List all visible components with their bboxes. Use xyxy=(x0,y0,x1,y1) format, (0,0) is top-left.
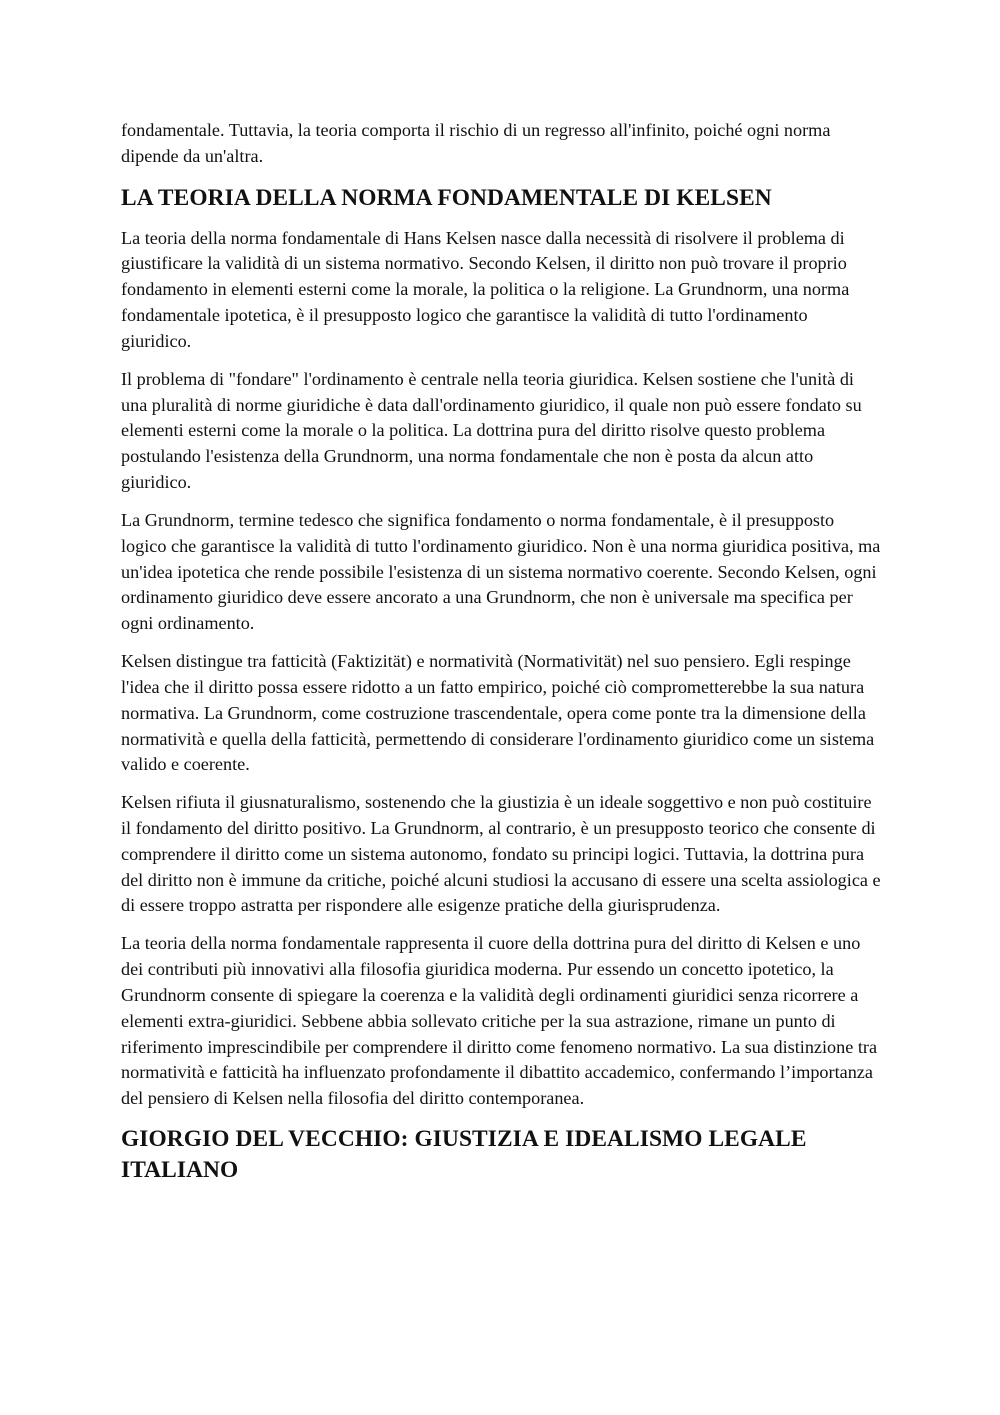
paragraph-kelsen-1: La teoria della norma fondamentale di Hans Kelsen nasce dalla necessità di risolvere il problema di giustificare la validità di un sistema normativo. Secondo Kelsen, il diritto non può trovare il proprio fondamento in elementi esterni come la morale, la politica o la religione. La Grundnorm, una norma fondamentale ipotetica, è il presupposto logico che garantisce la validità di tutto l'ordinamento giuridico. xyxy=(121,227,850,351)
paragraph-kelsen-3: La Grundnorm, termine tedesco che significa fondamento o norma fondamentale, è il presupposto logico che garantisce la validità di tutto l'ordinamento giuridico. Non è una norma giuridica positiva, ma un'idea ipotetica che rende possibile l'esistenza di un sistema normativo coerente. Secondo Kelsen, ogni ordinamento giuridico deve essere ancorato a una Grundnorm, che non è universale ma specifica per ogni ordinamento. xyxy=(121,509,881,634)
paragraph-kelsen-2: Il problema di "fondare" l'ordinamento è centrale nella teoria giuridica. Kelsen sostiene che l'unità di una pluralità di norme giuridiche è data dall'ordinamento giuridico, il quale non può essere fondato su elementi esterni come la morale o la politica. La dottrina pura del diritto risolve questo problema postulando l'esistenza della Grundnorm, una norma fondamentale che non è posta da alcun atto giuridico. xyxy=(121,368,862,492)
paragraph-kelsen-4: Kelsen distingue tra fatticità (Faktizität) e normatività (Normativität) nel suo pensiero. Egli respinge l'idea che il diritto possa essere ridotto a un fatto empirico, poiché ciò comprometterebbe la sua natura normativa. La Grundnorm, come costruzione trascendentale, opera come ponte tra la dimensione della normatività e quella della fatticità, permettendo di considerare l'ordinamento giuridico come un sistema valido e coerente. xyxy=(121,651,875,775)
paragraph-kelsen-6: La teoria della norma fondamentale rappresenta il cuore della dottrina pura del diritto di Kelsen e uno dei contributi più innovativi alla filosofia giuridica moderna. Pur essendo un concetto ipotetico, la Grundnorm consente di spiegare la coerenza e la validità degli ordinamenti giuridici senza ricorrere a elementi extra-giuridici. Sebbene abbia sollevato critiche per la sua astrazione, rimane un punto di riferimento imprescindibile per comprendere il diritto come fenomeno normativo. La sua distinzione tra normatività e fatticità ha influenzato profondamente il dibattito accademico, confermando l’importanza del pensiero di Kelsen nella filosofia del diritto contemporanea. xyxy=(121,933,878,1109)
section-heading-kelsen: LA TEORIA DELLA NORMA FONDAMENTALE DI KELSEN xyxy=(121,184,772,211)
intro-paragraph: fondamentale. Tuttavia, la teoria comporta il rischio di un regresso all'infinito, poiché ogni norma dipende da un'altra. xyxy=(121,120,831,166)
paragraph-kelsen-5: Kelsen rifiuta il giusnaturalismo, sostenendo che la giustizia è un ideale soggettivo e non può costituire il fondamento del diritto positivo. La Grundnorm, al contrario, è un presupposto teorico che consente di comprendere il diritto come un sistema autonomo, fondato su principi logici. Tuttavia, la dottrina pura del diritto non è immune da critiche, poiché alcuni studiosi la accusano di essere una scelta assiologica e di essere troppo astratta per rispondere alle esigenze pratiche della giurisprudenza. xyxy=(121,792,881,916)
section-heading-del-vecchio: GIORGIO DEL VECCHIO: GIUSTIZIA E IDEALISMO LEGALE ITALIANO xyxy=(121,1126,807,1184)
document-page xyxy=(121,118,881,1199)
